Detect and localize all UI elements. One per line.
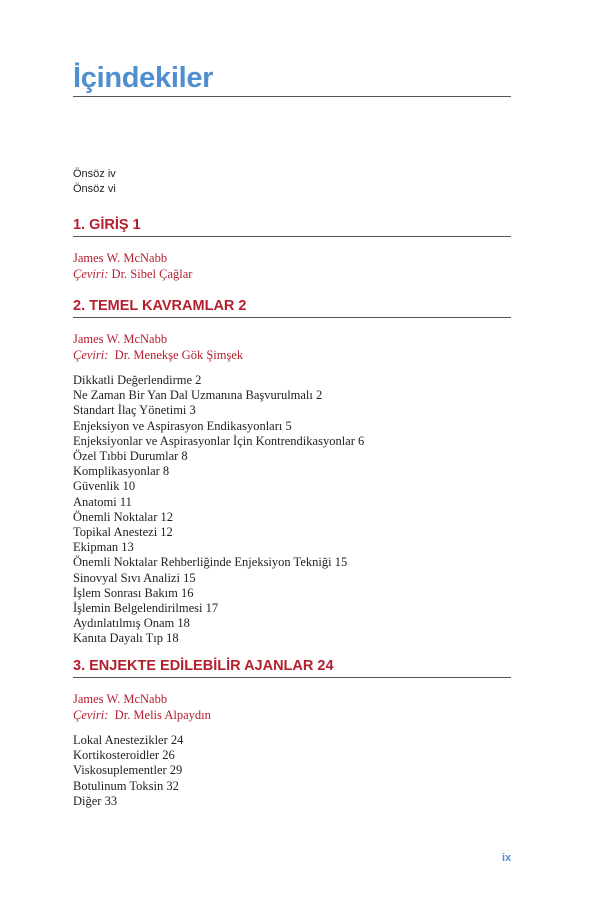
title-divider	[73, 96, 511, 97]
chapter-heading: 1. GİRİŞ 1	[73, 216, 511, 237]
translator-name: Dr. Menekşe Gök Şimşek	[108, 348, 244, 362]
toc-entry[interactable]: Topikal Anestezi 12	[73, 525, 173, 540]
chapter-3	[73, 657, 511, 809]
toc-entry[interactable]: Anatomi 11	[73, 494, 132, 509]
toc-entry[interactable]: Önemli Noktalar Rehberliğinde Enjeksiyon Tekniği 15	[73, 555, 348, 570]
chapter-2	[73, 297, 511, 647]
chapter-1	[73, 216, 511, 282]
toc-entry[interactable]: Sinovyal Sıvı Analizi 15	[73, 570, 196, 585]
toc-entry[interactable]: Standart İlaç Yönetimi 3	[73, 403, 196, 418]
toc-entry[interactable]: Botulinum Toksin 32	[73, 778, 179, 793]
chapter-translator	[73, 266, 511, 282]
chapter-entries	[73, 373, 511, 647]
toc-entry[interactable]: Ne Zaman Bir Yan Dal Uzmanına Başvurulmalı 2	[73, 388, 323, 403]
chapter-translator	[73, 347, 511, 363]
toc-entry[interactable]: Viskosuplementler 29	[73, 763, 183, 778]
translator-name: Dr. Melis Alpaydın	[108, 708, 211, 722]
page-number: ix	[502, 852, 512, 864]
translator-label: Çeviri:	[73, 267, 109, 281]
toc-entry[interactable]: Ekipman 13	[73, 540, 134, 555]
toc-entry[interactable]: Enjeksiyonlar ve Aspirasyonlar İçin Kontrendikasyonlar 6	[73, 433, 365, 448]
toc-entry[interactable]: Güvenlik 10	[73, 479, 136, 494]
toc-entry[interactable]: Lokal Anestezikler 24	[73, 733, 184, 747]
toc-entry[interactable]: Kanıta Dayalı Tıp 18	[73, 631, 179, 646]
preface-block	[73, 167, 116, 197]
toc-entry[interactable]: Aydınlatılmış Onam 18	[73, 616, 190, 631]
translator-name: Dr. Sibel Çağlar	[108, 267, 193, 281]
toc-entry[interactable]: Özel Tıbbi Durumlar 8	[73, 449, 188, 464]
preface-entry: Önsöz iv	[73, 168, 116, 180]
translator-label: Çeviri:	[73, 348, 109, 362]
toc-entry[interactable]: Dikkatli Değerlendirme 2	[73, 373, 202, 387]
toc-entry[interactable]: Kortikosteroidler 26	[73, 748, 175, 763]
toc-entry[interactable]: Komplikasyonlar 8	[73, 464, 170, 479]
toc-entry[interactable]: İşlemin Belgelendirilmesi 17	[73, 601, 219, 616]
chapter-translator	[73, 707, 511, 723]
chapter-author: James W. McNabb	[73, 692, 168, 706]
chapter-heading: 3. ENJEKTE EDİLEBİLİR AJANLAR 24	[73, 657, 511, 678]
toc-entry[interactable]: Enjeksiyon ve Aspirasyon Endikasyonları 5	[73, 418, 292, 433]
chapter-author: James W. McNabb	[73, 332, 168, 346]
toc-entry[interactable]: Diğer 33	[73, 793, 118, 808]
toc-entry[interactable]: Önemli Noktalar 12	[73, 509, 173, 524]
chapter-author: James W. McNabb	[73, 251, 168, 265]
chapter-heading: 2. TEMEL KAVRAMLAR 2	[73, 297, 511, 318]
chapter-entries	[73, 733, 511, 809]
page-title: İçindekiler	[73, 62, 214, 94]
preface-entry: Önsöz vi	[73, 183, 116, 195]
translator-label: Çeviri:	[73, 708, 109, 722]
toc-entry[interactable]: İşlem Sonrası Bakım 16	[73, 585, 194, 600]
